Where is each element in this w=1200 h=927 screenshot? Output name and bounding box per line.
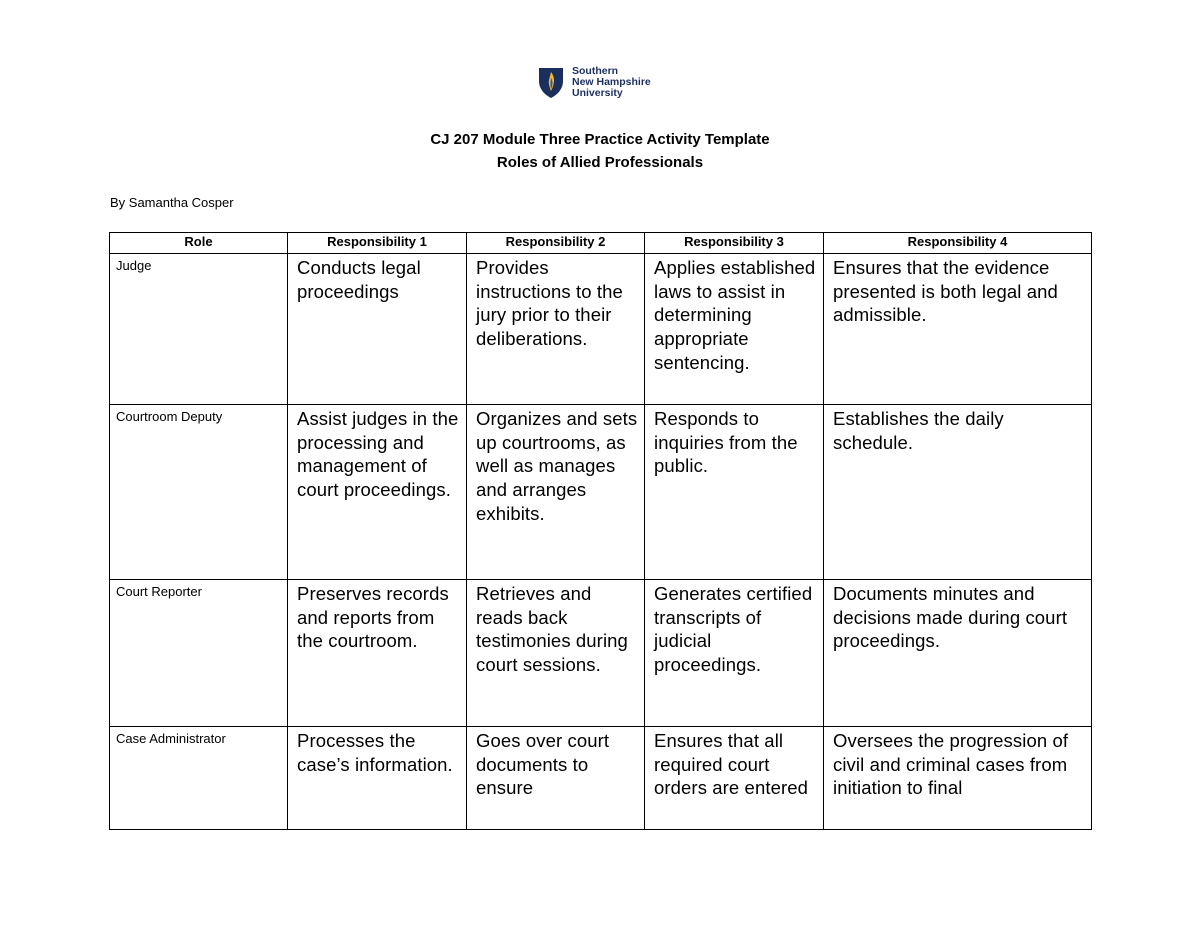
- table-row: [110, 405, 1092, 580]
- header-responsibility-4: Responsibility 4: [824, 233, 1092, 254]
- author-byline: By Samantha Cosper: [110, 195, 234, 210]
- document-title: CJ 207 Module Three Practice Activity Template: [430, 131, 770, 148]
- responsibility-cell: Ensures that the evidence presented is both legal and admissible.: [824, 254, 1092, 405]
- responsibility-cell: Oversees the progression of civil and criminal cases from initiation to final: [824, 727, 1092, 830]
- role-cell: Court Reporter: [110, 580, 288, 727]
- roles-table: [109, 232, 1092, 830]
- responsibility-cell: Ensures that all required court orders are entered: [645, 727, 824, 830]
- university-logo: [538, 66, 651, 99]
- document-subtitle: Roles of Allied Professionals: [496, 154, 704, 171]
- responsibility-cell: Retrieves and reads back testimonies during court sessions.: [467, 580, 645, 727]
- responsibility-cell: Documents minutes and decisions made during court proceedings.: [824, 580, 1092, 727]
- responsibility-cell: Assist judges in the processing and management of court proceedings.: [288, 405, 467, 580]
- role-cell: Case Administrator: [110, 727, 288, 830]
- document-title-block: [0, 128, 1200, 174]
- table-row: [110, 254, 1092, 405]
- responsibility-cell: Responds to inquiries from the public.: [645, 405, 824, 580]
- responsibility-cell: Establishes the daily schedule.: [824, 405, 1092, 580]
- logo-wordmark: [572, 66, 651, 99]
- responsibility-cell: Conducts legal proceedings: [288, 254, 467, 405]
- responsibility-cell: Applies established laws to assist in determining appropriate sentencing.: [645, 254, 824, 405]
- role-cell: Courtroom Deputy: [110, 405, 288, 580]
- logo-line-1: Southern: [572, 65, 619, 77]
- table-header-row: [110, 233, 1092, 254]
- responsibility-cell: Generates certified transcripts of judicial proceedings.: [645, 580, 824, 727]
- logo-line-2: New Hampshire: [572, 76, 651, 88]
- header-responsibility-2: Responsibility 2: [467, 233, 645, 254]
- responsibility-cell: Preserves records and reports from the courtroom.: [288, 580, 467, 727]
- responsibility-cell: Organizes and sets up courtrooms, as well as manages and arranges exhibits.: [467, 405, 645, 580]
- responsibility-cell: Provides instructions to the jury prior to their deliberations.: [467, 254, 645, 405]
- logo-line-3: University: [572, 87, 623, 99]
- table-row: [110, 580, 1092, 727]
- table-row: [110, 727, 1092, 830]
- header-responsibility-3: Responsibility 3: [645, 233, 824, 254]
- shield-icon: [538, 67, 564, 99]
- header-role: Role: [110, 233, 288, 254]
- header-responsibility-1: Responsibility 1: [288, 233, 467, 254]
- responsibility-cell: Processes the case’s information.: [288, 727, 467, 830]
- role-cell: Judge: [110, 254, 288, 405]
- responsibility-cell: Goes over court documents to ensure: [467, 727, 645, 830]
